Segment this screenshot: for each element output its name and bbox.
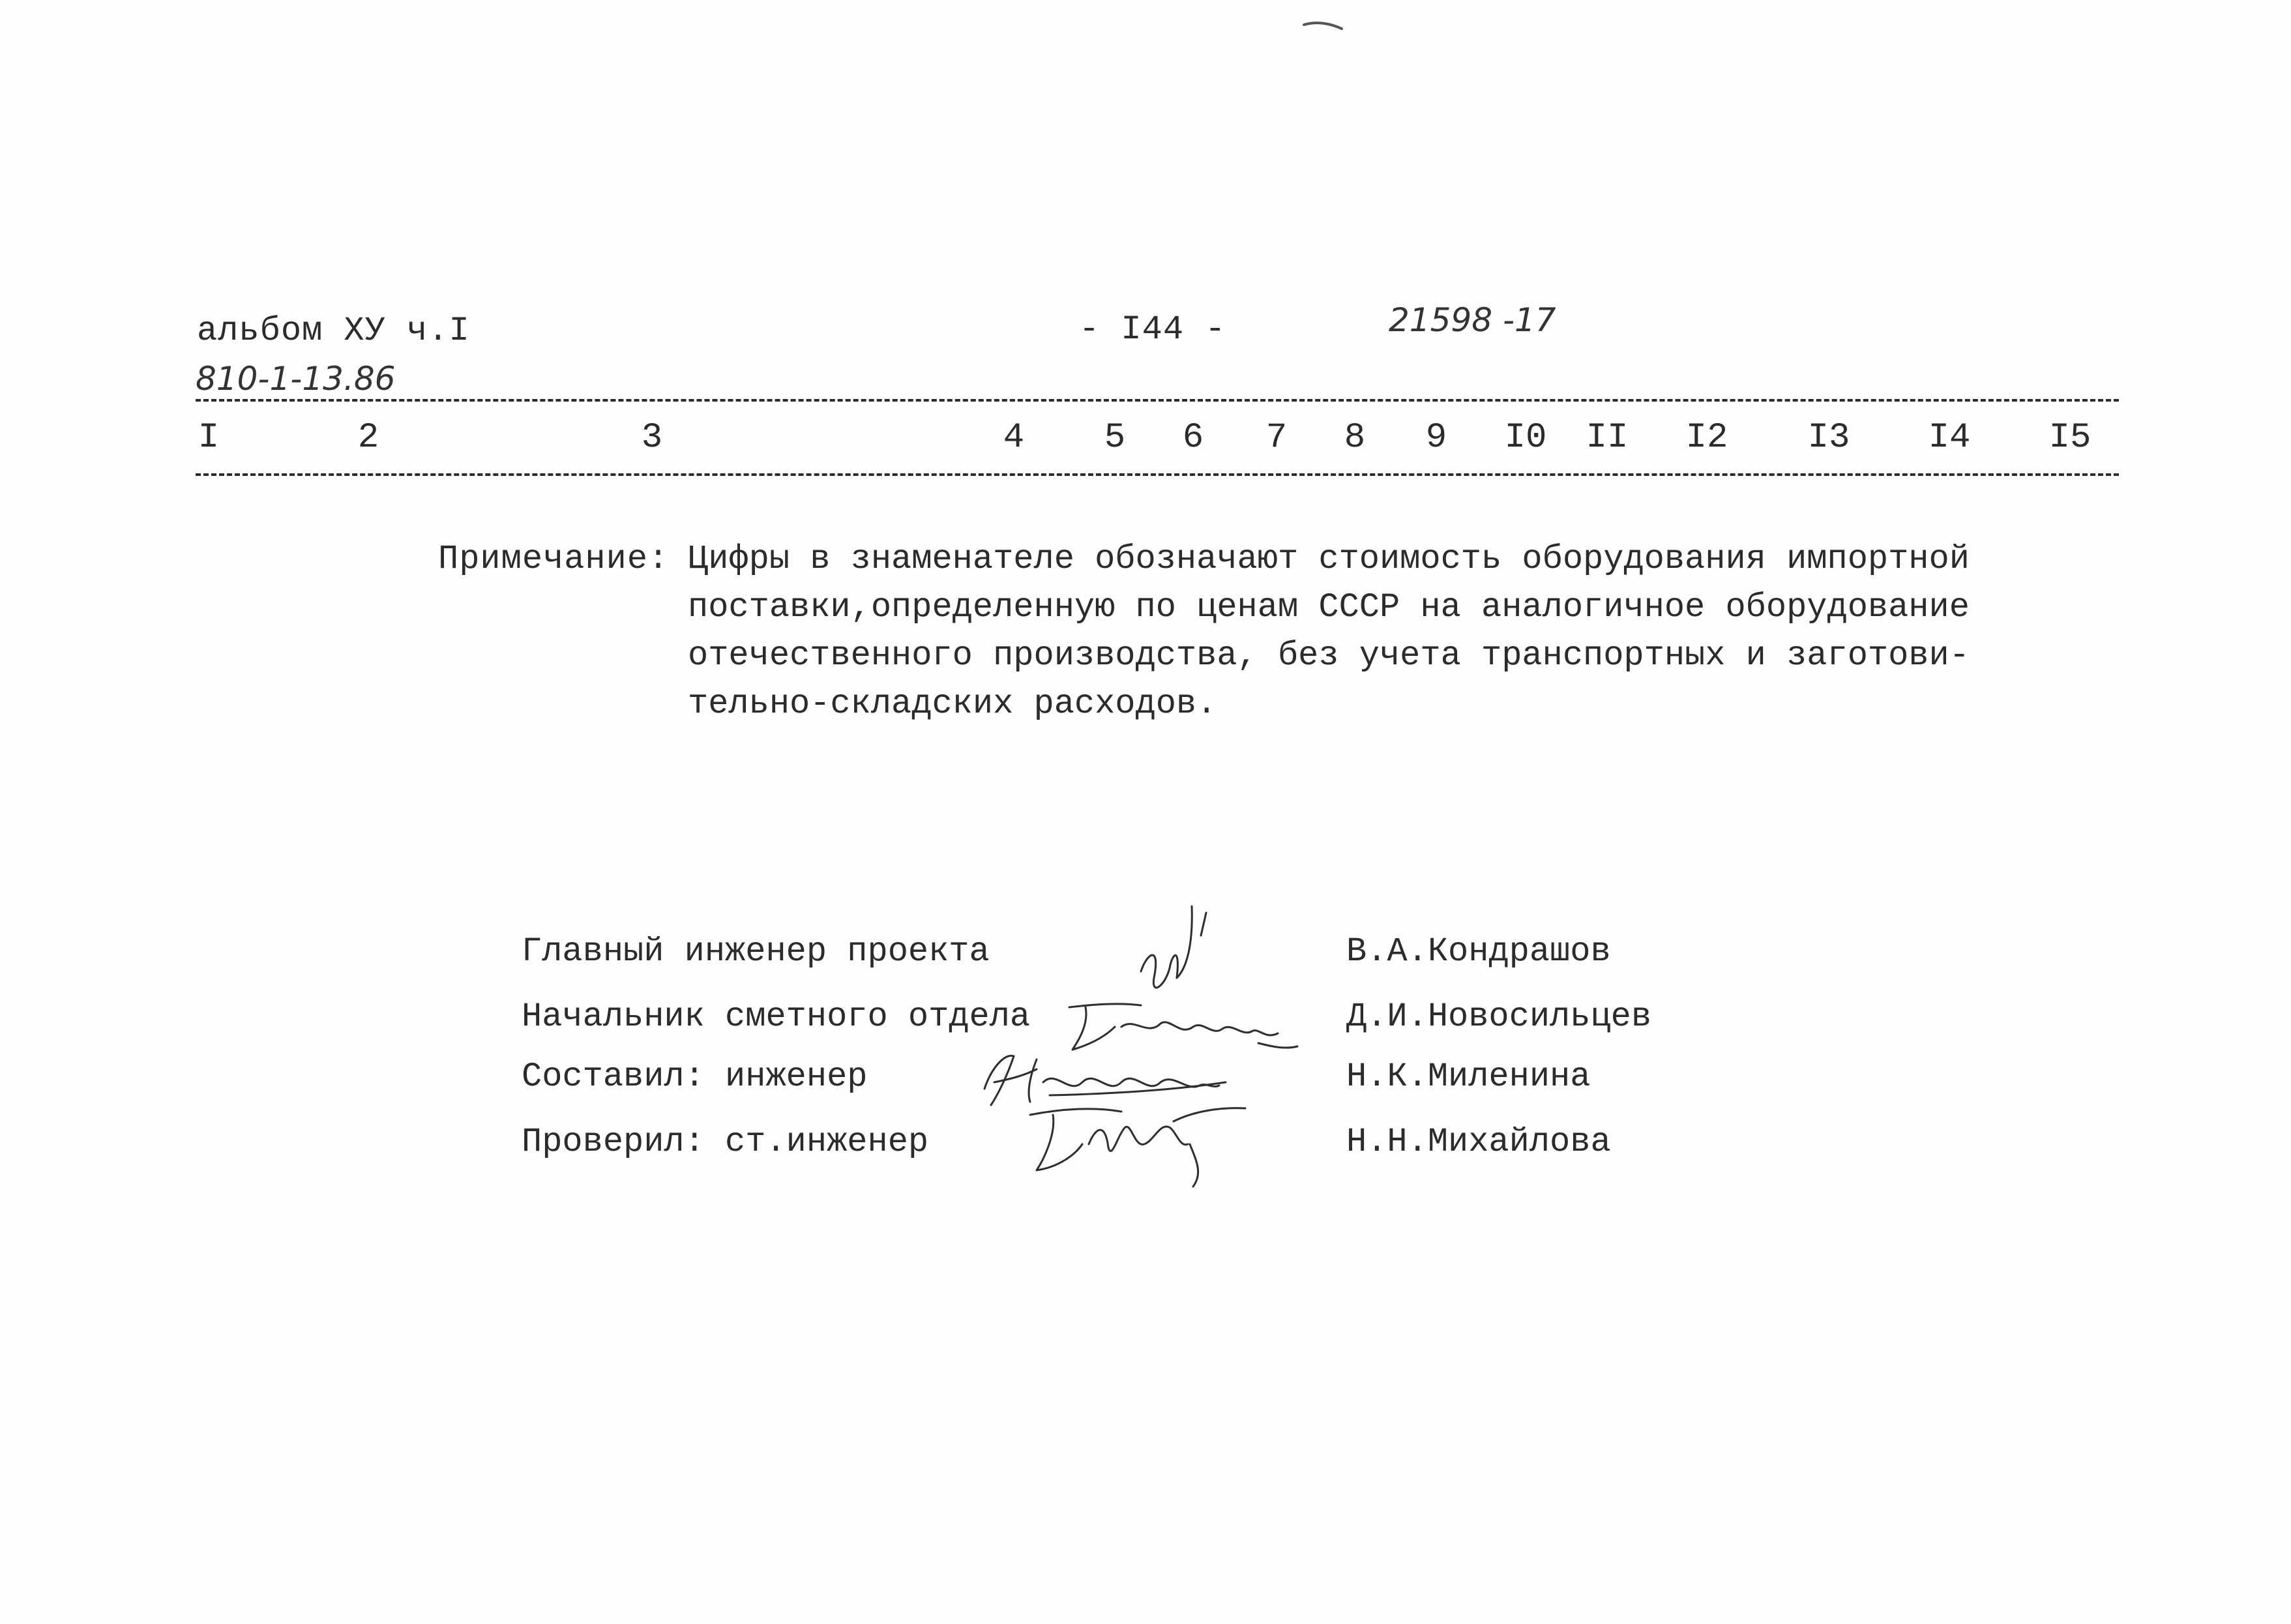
column-number: I2 (1685, 418, 1728, 458)
signature-title: Начальник сметного отдела (522, 997, 1031, 1036)
note-line: отечественного производства, без учета транспортных и заготови- (688, 636, 1970, 675)
column-number: 9 (1425, 418, 1447, 458)
signature-name: Н.Н.Михайлова (1346, 1123, 1611, 1161)
column-number: 3 (641, 418, 663, 458)
column-number: 7 (1265, 418, 1288, 458)
signature-title: Главный инженер проекта (522, 932, 990, 971)
column-number: 5 (1104, 418, 1126, 458)
doc-number: 21598 -17 (1389, 301, 1556, 339)
signature-name: Н.К.Миленина (1346, 1057, 1591, 1096)
column-number: 8 (1344, 418, 1366, 458)
column-number: II (1586, 418, 1629, 458)
column-number: I0 (1504, 418, 1547, 458)
column-number: 2 (357, 418, 379, 458)
column-number: 4 (1003, 418, 1025, 458)
column-number: I4 (1928, 418, 1971, 458)
note-line: тельно-складских расходов. (688, 685, 1217, 723)
note-label: Примечание: (438, 540, 670, 578)
note-line: поставки,определенную по ценам СССР на аналогичное оборудование (688, 588, 1970, 627)
column-number: I5 (2048, 418, 2091, 458)
column-number: I3 (1807, 418, 1850, 458)
album-label: альбом XУ ч.I (197, 312, 470, 350)
project-code: 810-1-13.86 (196, 360, 396, 398)
column-number: I (198, 418, 220, 458)
signature-title: Составил: инженер (522, 1057, 868, 1096)
signature-title: Проверил: ст.инженер (522, 1123, 929, 1161)
signature-name: В.А.Кондрашов (1346, 932, 1611, 971)
signature-name: Д.И.Новосильцев (1346, 997, 1652, 1036)
column-number: 6 (1182, 418, 1204, 458)
note-line: Цифры в знаменателе обозначают стоимость оборудования импортной (688, 540, 1970, 578)
page-number: - I44 - (1079, 310, 1226, 349)
